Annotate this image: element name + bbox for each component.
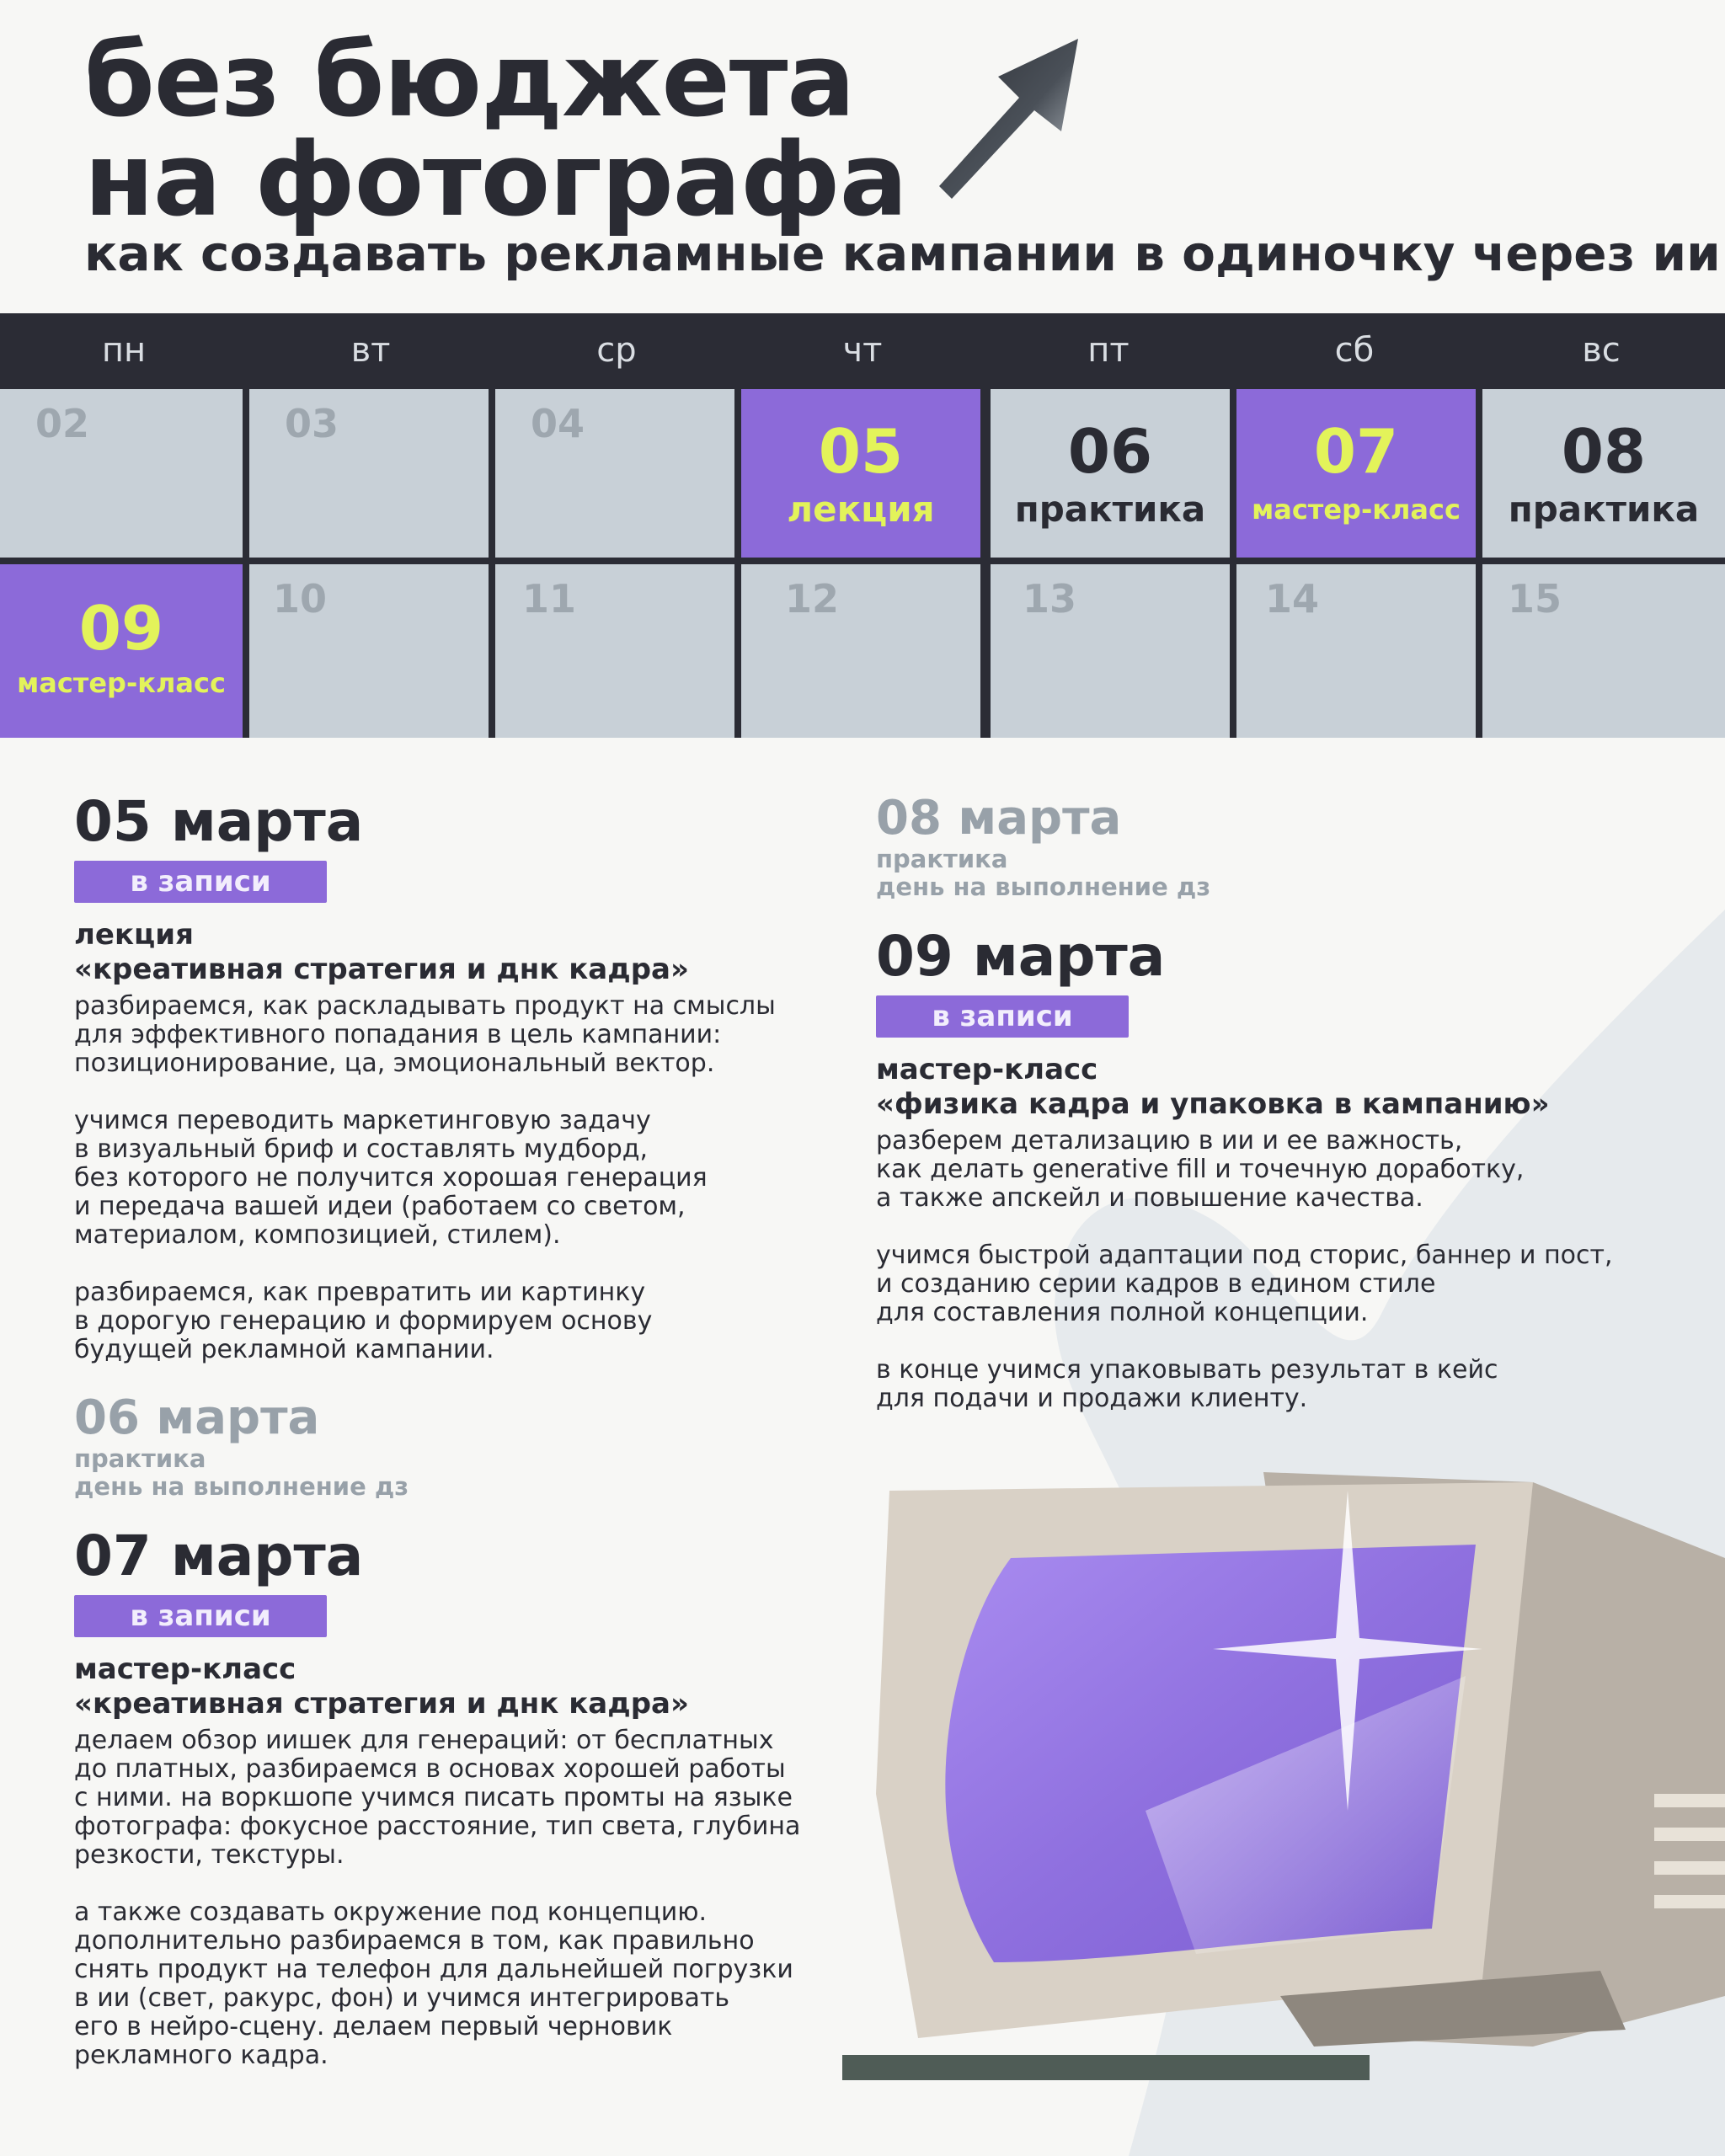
- day-number: 02: [35, 401, 90, 446]
- day-number: 14: [1265, 576, 1320, 622]
- day-number: 09: [78, 593, 164, 664]
- session-kind: лекция: [74, 918, 194, 952]
- session-description: а также создавать окружение под концепцию. дополнительно разбираемся в том, как правильно снять продукт на телефон для дальнейшей погрузки в ии (свет, ракурс, фон) и учимся интегрировать его в нейро-сцену. делаем первый черновик рекламного кадра.: [74, 1897, 793, 2070]
- day-number: 12: [785, 576, 840, 622]
- recording-badge: в записи: [876, 995, 1129, 1038]
- session-kind: практика: [74, 1444, 206, 1473]
- calendar-cell-09[interactable]: [0, 564, 243, 738]
- calendar-cell-08[interactable]: [1482, 389, 1725, 558]
- page-title: [84, 23, 907, 239]
- schedule-mar08: [876, 792, 1210, 901]
- schedule-date: 05 марта: [74, 789, 364, 854]
- session-kind: мастер-класс: [876, 1053, 1098, 1086]
- title-line-1: без бюджета: [84, 23, 855, 140]
- calendar-cell-06[interactable]: [991, 389, 1230, 558]
- schedule-date: 08 марта: [876, 791, 1122, 846]
- page-subtitle: как создавать рекламные кампании в одиночку через ии: [84, 225, 1721, 282]
- calendar-cell-13: [991, 564, 1230, 738]
- weekday-mon: пн: [101, 331, 147, 370]
- event-label: мастер-класс: [17, 667, 226, 699]
- calendar-cell-03: [249, 389, 489, 558]
- calendar-cell-15: [1482, 564, 1725, 738]
- day-number: 08: [1561, 416, 1647, 487]
- calendar-cell-11: [495, 564, 734, 738]
- schedule-mar07: [74, 1524, 800, 2070]
- day-number: 13: [1023, 576, 1077, 622]
- session-note: день на выполнение дз: [74, 1472, 409, 1501]
- event-label: практика: [1508, 488, 1700, 530]
- title-line-2: на фотографа: [84, 122, 907, 239]
- weekday-wed: ср: [596, 331, 637, 370]
- weekday-sat: сб: [1334, 331, 1375, 370]
- weekday-fri: пт: [1087, 331, 1130, 370]
- weekday-tue: вт: [350, 331, 391, 370]
- calendar-cell-10: [249, 564, 489, 738]
- schedule-mar05: [74, 790, 776, 1364]
- session-note: день на выполнение дз: [876, 873, 1211, 901]
- day-number: 03: [285, 401, 339, 446]
- schedule-date: 06 марта: [74, 1390, 320, 1445]
- session-description: делаем обзор иишек для генераций: от бесплатных до платных, разбираемся в основах хорошей работы с ними. на воркшопе учимся писать промты на языке фотографа: фокусное расстояние, тип света, глубина резкости, текстуры.: [74, 1726, 801, 1870]
- day-number: 07: [1313, 416, 1399, 487]
- recording-badge: в записи: [74, 1595, 327, 1637]
- calendar-cell-02: [0, 389, 243, 558]
- day-number: 05: [818, 416, 904, 487]
- arrow-pointer-icon: [935, 30, 1087, 203]
- session-description: в конце учимся упаковывать результат в кейс для подачи и продажи клиенту.: [876, 1355, 1498, 1413]
- calendar: [0, 313, 1725, 738]
- session-description: учимся переводить маркетинговую задачу в визуальный бриф и составлять мудборд, без которого не получится хорошая генерация и передача вашей идеи (работаем со светом, материалом, композицией, стилем).: [74, 1106, 708, 1250]
- session-description: разбираемся, как превратить ии картинку в дорогую генерацию и формируем основу будущей рекламной кампании.: [74, 1278, 653, 1364]
- calendar-cell-05[interactable]: [741, 389, 980, 558]
- day-number: 04: [531, 401, 585, 446]
- weekday-thu: чт: [842, 331, 883, 370]
- calendar-cell-14: [1236, 564, 1476, 738]
- event-label: лекция: [787, 488, 935, 530]
- calendar-cell-04: [495, 389, 734, 558]
- session-description: учимся быстрой адаптации под сторис, баннер и пост, и созданию серии кадров в едином стиле для составления полной концепции.: [876, 1241, 1613, 1327]
- schedule-date: 09 марта: [876, 924, 1166, 989]
- session-topic: «креативная стратегия и днк кадра»: [74, 1687, 689, 1721]
- day-number: 10: [273, 576, 328, 622]
- session-topic: «креативная стратегия и днк кадра»: [74, 953, 689, 986]
- schedule-mar06: [74, 1391, 409, 1501]
- schedule-mar09: [876, 925, 1613, 1413]
- schedule-date: 07 марта: [74, 1524, 364, 1588]
- event-label: мастер-класс: [1252, 494, 1461, 526]
- calendar-weekday-row: [0, 313, 1725, 387]
- retro-computer-illustration: [842, 1457, 1725, 2097]
- session-kind: мастер-класс: [74, 1652, 296, 1686]
- recording-badge: в записи: [74, 861, 327, 903]
- session-topic: «физика кадра и упаковка в кампанию»: [876, 1087, 1550, 1121]
- weekday-sun: вс: [1582, 331, 1621, 370]
- event-label: практика: [1014, 488, 1206, 530]
- day-number: 15: [1508, 576, 1562, 622]
- session-kind: практика: [876, 845, 1008, 873]
- session-description: разберем детализацию в ии и ее важность, как делать generative fill и точечную доработку, а также апскейл и повышение качества.: [876, 1126, 1525, 1213]
- calendar-cell-12: [741, 564, 980, 738]
- session-description: разбираемся, как раскладывать продукт на смыслы для эффективного попадания в цель кампании: позиционирование, ца, эмоциональный вектор.: [74, 991, 776, 1078]
- day-number: 11: [522, 576, 577, 622]
- day-number: 06: [1067, 416, 1153, 487]
- calendar-cell-07[interactable]: [1236, 389, 1476, 558]
